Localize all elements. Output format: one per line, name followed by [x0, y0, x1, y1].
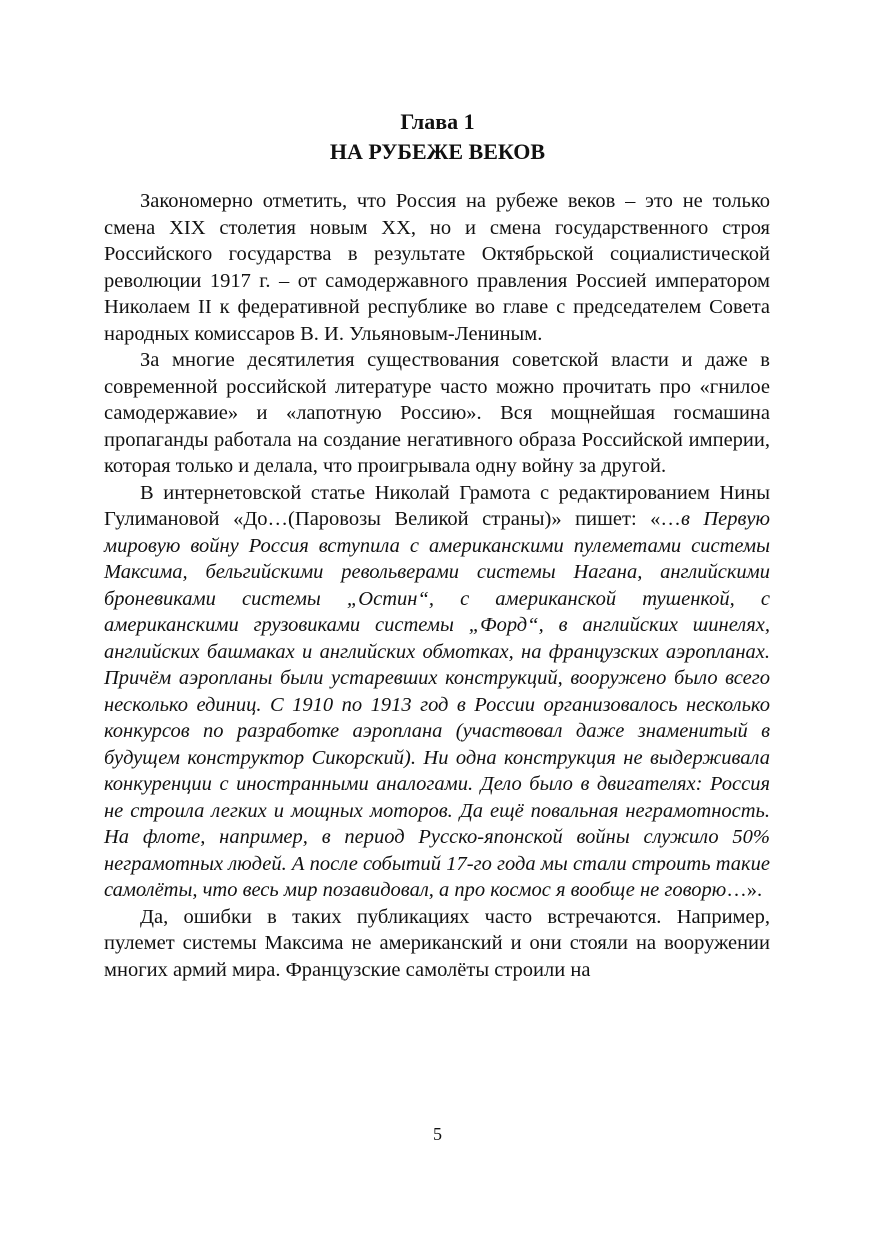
- chapter-number: Глава 1: [400, 109, 475, 134]
- page-number: 5: [433, 1124, 442, 1144]
- quoted-passage: в Первую мировую войну Россия вступила с американскими пулеметами системы Максима, бельгийскими револьверами системы Нагана, английскими броневиками системы „Остин“, с американской тушенкой, с американскими грузовиками системы „Форд“, в английских шинелях, английских башмаках и английских обмотках, на французских аэропланах. Причём аэропланы были устаревших конструкций, вооружено было всего несколько единиц. С 1910 по 1913 год в России организовалось несколько конкурсов по разработке аэроплана (участвовал даже знаменитый в будущем конструктор Сикорский). Ни одна конструкция не выдерживала конкуренции с иностранными аналогами. Дело было в двигателях: Россия не строила легких и мощных моторов. Да ещё повальная неграмотность. На флоте, например, в период Русско-японской войны служило 50% неграмотных людей. А после событий 17-го года мы стали строить такие самолёты, что весь мир позавидовал, а про космос я вообще не говорю: [104, 508, 770, 901]
- chapter-title: НА РУБЕЖЕ ВЕКОВ: [329, 139, 546, 164]
- paragraph-3: [104, 480, 770, 904]
- quote-intro: В интернетовской статье Николай Грамота с редактированием Нины Гулимановой «До…(Паровозы Великой страны)» пишет: «…: [104, 481, 770, 530]
- paragraph-1: Закономерно отметить, что Россия на рубеже веков – это не только смена XIX столетия новым XX, но и смена государственного строя Российского государства в результате Октябрьской социалистической революции 1917 г. – от самодержавного правления Россией императором Николаем II к федеративной республике во главе с председателем Совета народных комиссаров В. И. Ульяновым-Лениным.: [104, 190, 770, 345]
- quote-outro: …».: [726, 879, 763, 901]
- paragraph-2: За многие десятилетия существования советской власти и даже в современной российской литературе часто можно прочитать про «гнилое самодержавие» и «лапотную Россию». Вся мощнейшая госмашина пропаганды работала на создание негативного образа Российской империи, которая только и делала, что проигрывала одну войну за другой.: [104, 349, 770, 477]
- chapter-body: [104, 188, 770, 983]
- paragraph-4: Да, ошибки в таких публикациях часто встречаются. Например, пулемет системы Максима не американский и они стояли на вооружении многих армий мира. Французские самолёты строили на: [104, 905, 770, 981]
